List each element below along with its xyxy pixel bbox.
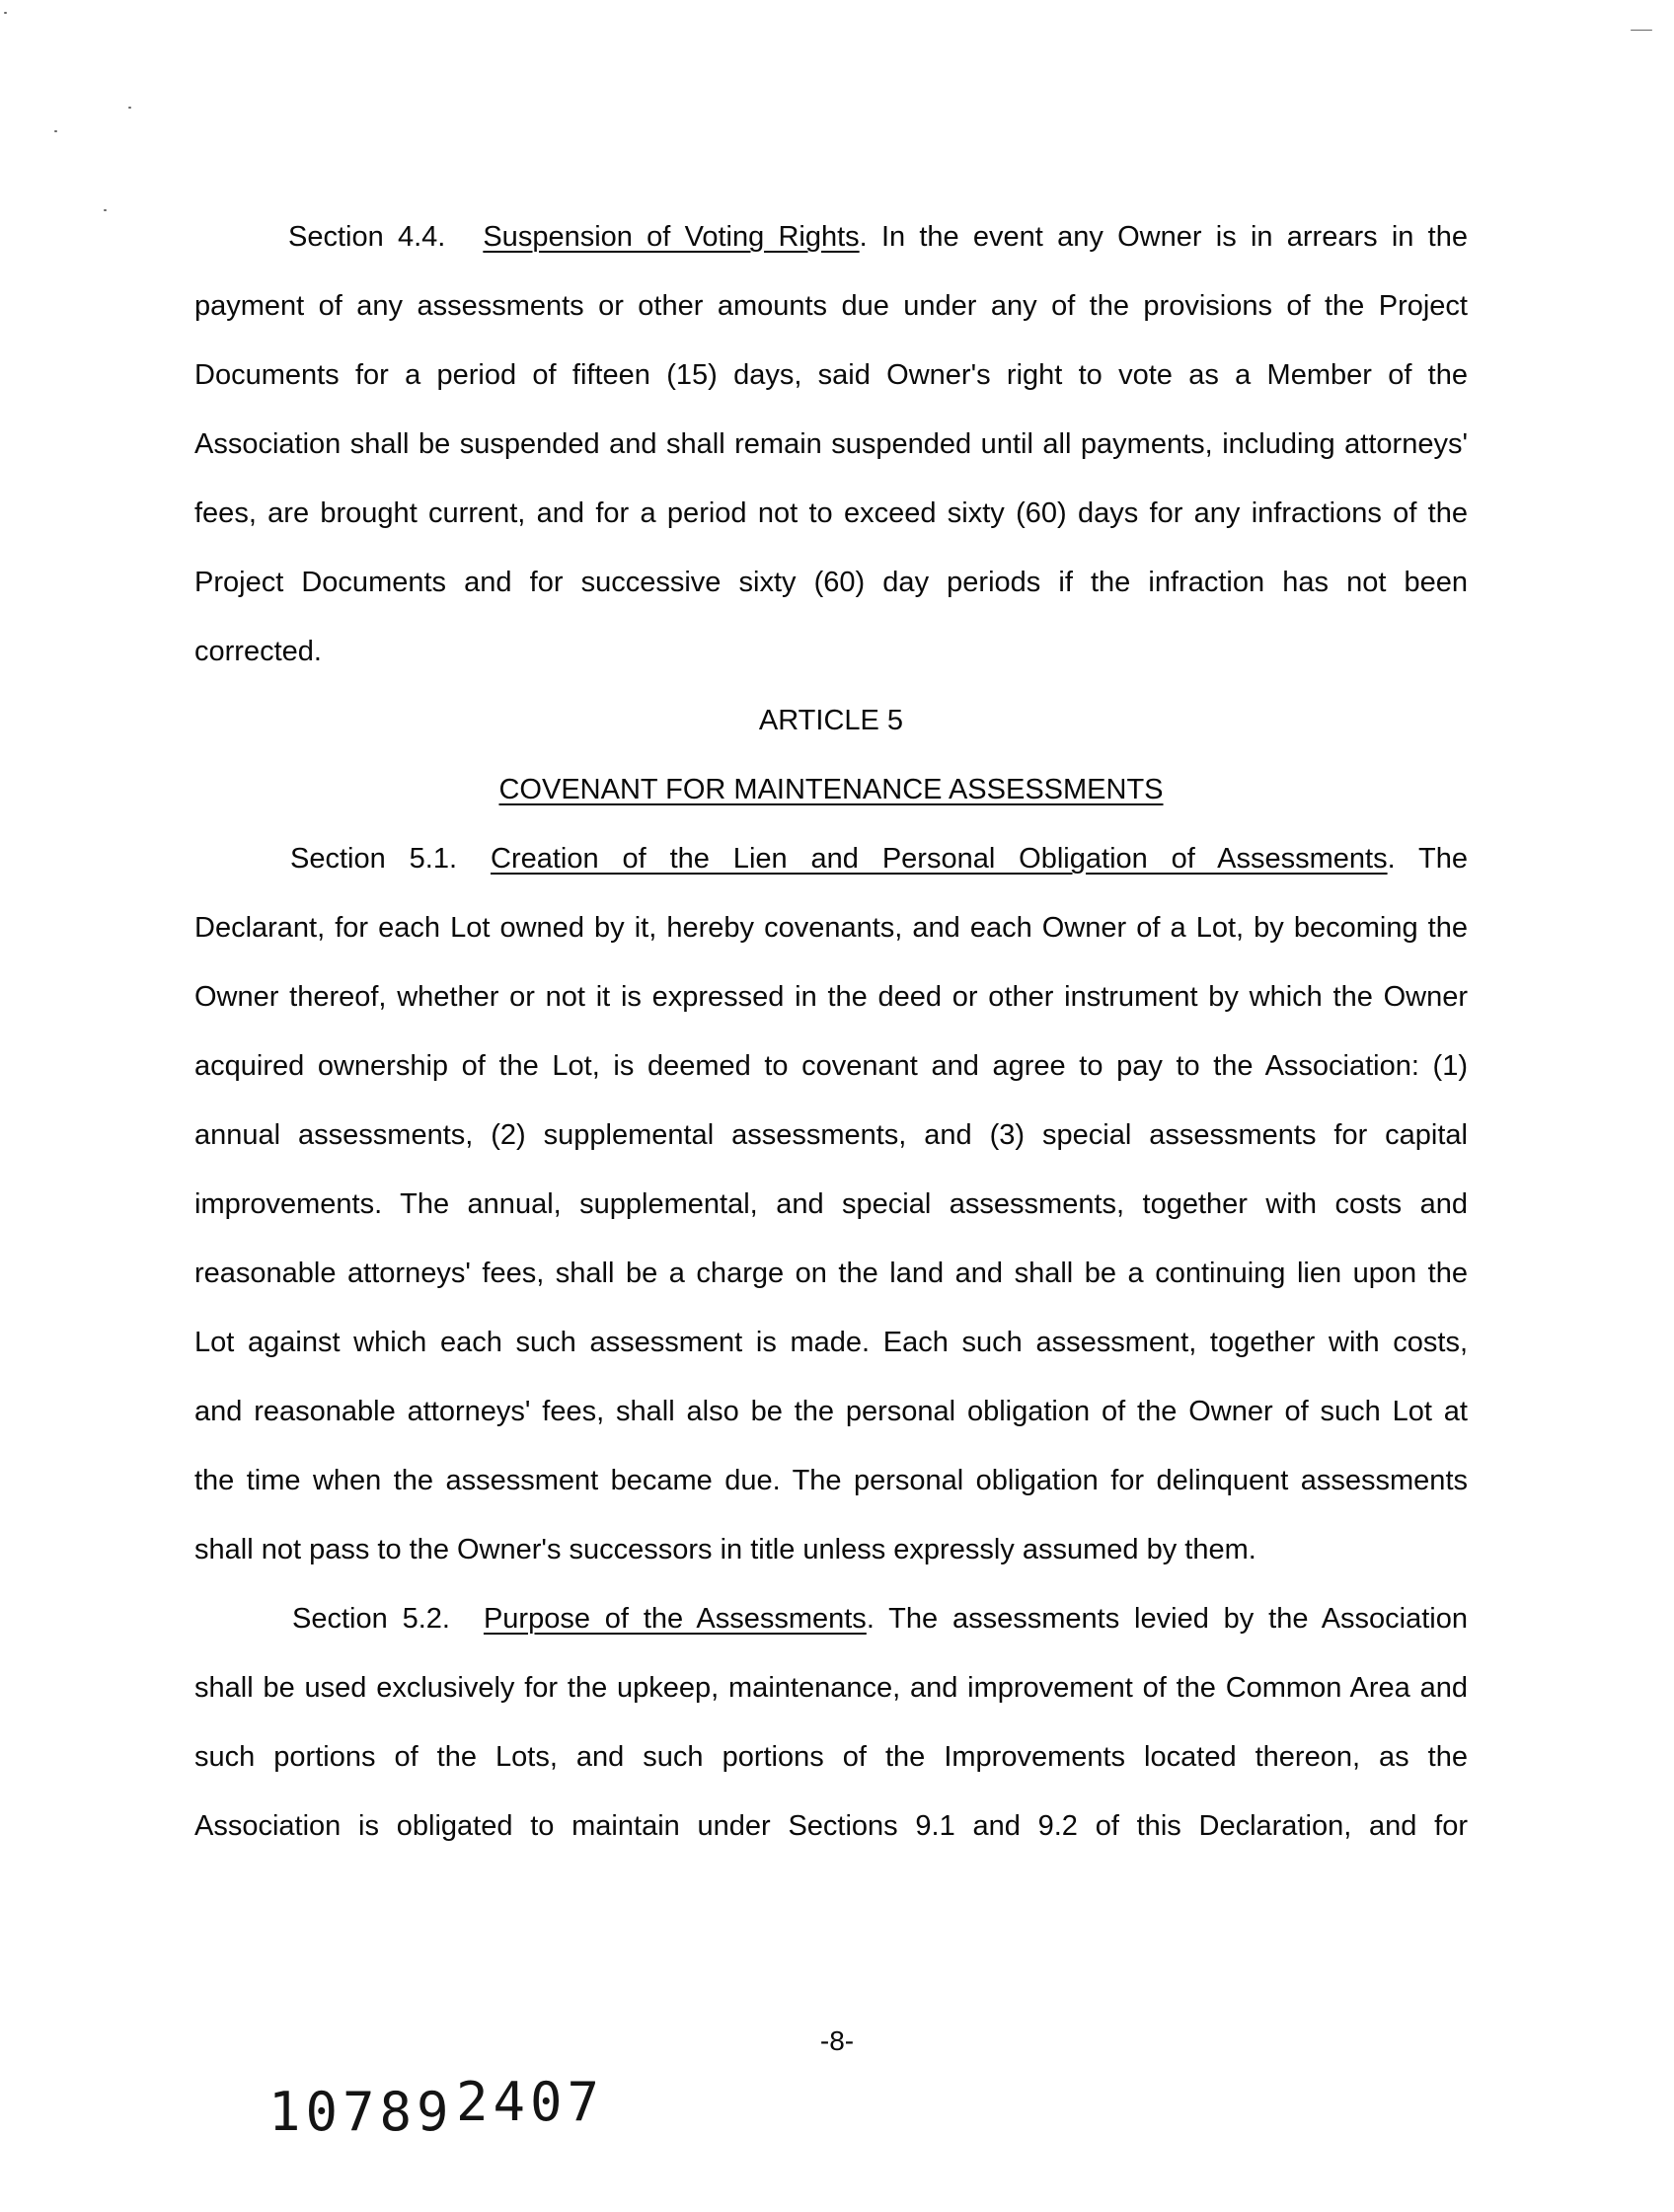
section-4-4-line-6: Project Documents and for successive sixty (60) day periods if the infraction has not been bbox=[194, 567, 1468, 598]
section-4-4-line-3: Documents for a period of fifteen (15) days, said Owner's right to vote as a Member of the bbox=[194, 359, 1468, 391]
scan-speck bbox=[104, 209, 107, 211]
page-number: -8- bbox=[819, 2025, 855, 2056]
section-5-2-line-1: Section 5.2. Purpose of the Assessments. The assessments levied by the Association bbox=[292, 1603, 1468, 1635]
section-4-4-line-1: Section 4.4. Suspension of Voting Rights. In the event any Owner is in arrears in the bbox=[288, 221, 1468, 253]
section-5-1-line-8: Lot against which each such assessment is made. Each such assessment, together with costs, bbox=[194, 1327, 1468, 1358]
section-5-1-line-5: annual assessments, (2) supplemental assessments, and (3) special assessments for capital bbox=[194, 1119, 1468, 1151]
section-heading: Purpose of the Assessments bbox=[483, 1603, 867, 1635]
scan-speck bbox=[1631, 30, 1652, 31]
recording-stamp-page: 2407 bbox=[456, 2071, 605, 2133]
scan-speck bbox=[128, 107, 131, 109]
section-heading: Creation of the Lien and Personal Obligation of Assessments bbox=[491, 843, 1388, 875]
section-5-1-line-10: the time when the assessment became due. The personal obligation for delinquent assessments bbox=[194, 1465, 1468, 1496]
article-number: ARTICLE 5 bbox=[758, 705, 904, 736]
section-4-4-line-2: payment of any assessments or other amounts due under any of the provisions of the Project bbox=[194, 290, 1468, 322]
section-5-2-line-4: Association is obligated to maintain under Sections 9.1 and 9.2 of this Declaration, and for bbox=[194, 1810, 1468, 1842]
section-4-4-line-4: Association shall be suspended and shall remain suspended until all payments, including attorneys' bbox=[194, 428, 1468, 460]
section-number: Section 5.1. bbox=[290, 843, 457, 875]
section-number: Section 4.4. bbox=[288, 221, 446, 253]
section-heading: Suspension of Voting Rights bbox=[483, 221, 860, 253]
section-5-1-line-1: Section 5.1. Creation of the Lien and Personal Obligation of Assessments. The bbox=[290, 843, 1468, 875]
section-5-1-line-9: and reasonable attorneys' fees, shall also be the personal obligation of the Owner of such Lot at bbox=[194, 1396, 1468, 1427]
section-4-4-line-5: fees, are brought current, and for a period not to exceed sixty (60) days for any infractions of the bbox=[194, 497, 1468, 529]
section-5-1-line-4: acquired ownership of the Lot, is deemed to covenant and agree to pay to the Association: (1) bbox=[194, 1050, 1468, 1082]
section-number: Section 5.2. bbox=[292, 1603, 450, 1635]
section-5-1-line-3: Owner thereof, whether or not it is expressed in the deed or other instrument by which the Owner bbox=[194, 981, 1468, 1013]
section-5-1-line-6: improvements. The annual, supplemental, and special assessments, together with costs and bbox=[194, 1188, 1468, 1220]
article-title: COVENANT FOR MAINTENANCE ASSESSMENTS bbox=[498, 774, 1164, 805]
section-5-2-line-3: such portions of the Lots, and such portions of the Improvements located thereon, as the bbox=[194, 1741, 1468, 1773]
section-5-1-line-11: shall not pass to the Owner's successors in title unless expressly assumed by them. bbox=[194, 1534, 1256, 1565]
scan-speck bbox=[4, 12, 7, 14]
recording-stamp-book: 10789 bbox=[268, 2081, 454, 2143]
section-5-1-line-7: reasonable attorneys' fees, shall be a charge on the land and shall be a continuing lien upon the bbox=[194, 1258, 1468, 1289]
section-5-1-line-2: Declarant, for each Lot owned by it, hereby covenants, and each Owner of a Lot, by becoming the bbox=[194, 912, 1468, 944]
section-4-4-line-7: corrected. bbox=[194, 636, 322, 667]
section-5-2-line-2: shall be used exclusively for the upkeep, maintenance, and improvement of the Common Area and bbox=[194, 1672, 1468, 1704]
scan-speck bbox=[54, 130, 57, 132]
